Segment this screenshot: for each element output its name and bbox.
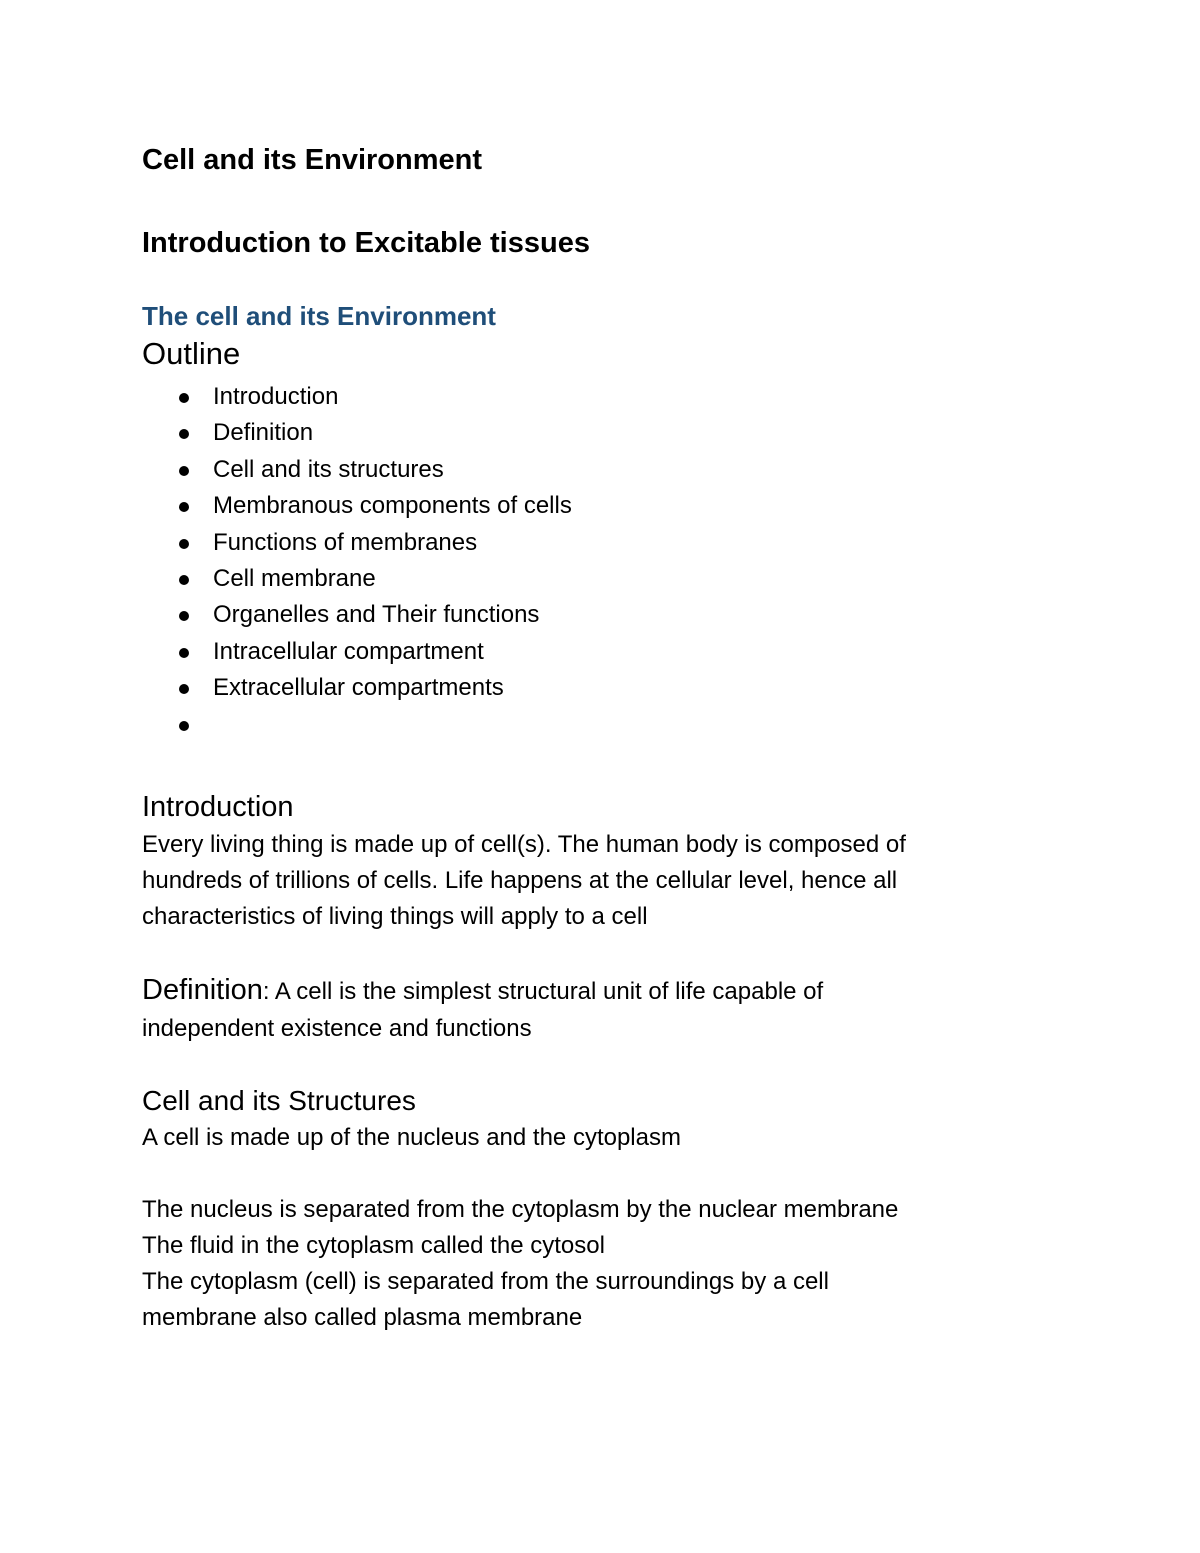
definition-paragraph bbox=[142, 971, 1042, 1011]
list-item bbox=[142, 379, 1042, 415]
list-item-text: Definition bbox=[213, 419, 314, 447]
nucleus-line: membrane also called plasma membrane bbox=[142, 1303, 583, 1331]
bullet-icon bbox=[179, 429, 189, 439]
list-item-text: Cell and its structures bbox=[213, 455, 444, 483]
list-item bbox=[142, 488, 1042, 524]
list-item bbox=[142, 634, 1042, 670]
nucleus-line: The cytoplasm (cell) is separated from the surroundings by a cell bbox=[142, 1267, 829, 1295]
bullet-icon bbox=[179, 611, 189, 621]
bullet-icon bbox=[179, 502, 189, 512]
list-item bbox=[142, 670, 1042, 706]
list-item-text: Membranous components of cells bbox=[213, 492, 572, 520]
definition-text: : A cell is the simplest structural unit of life capable of bbox=[262, 977, 824, 1005]
nucleus-line: The nucleus is separated from the cytoplasm by the nuclear membrane bbox=[142, 1195, 899, 1223]
list-item-text: Introduction bbox=[213, 383, 339, 410]
list-item-text: Functions of membranes bbox=[213, 528, 478, 556]
outline-heading: Outline bbox=[142, 336, 241, 371]
cell-structures-text: A cell is made up of the nucleus and the cytoplasm bbox=[142, 1123, 681, 1151]
list-item bbox=[142, 452, 1042, 488]
nucleus-line: The fluid in the cytoplasm called the cytosol bbox=[142, 1231, 605, 1259]
document-subtitle: Introduction to Excitable tissues bbox=[142, 227, 590, 259]
list-item-text: Intracellular compartment bbox=[213, 637, 484, 665]
introduction-line: characteristics of living things will apply to a cell bbox=[142, 902, 648, 930]
bullet-icon bbox=[179, 684, 189, 694]
list-item bbox=[142, 597, 1042, 633]
definition-label: Definition bbox=[142, 973, 263, 1006]
list-item-text: Organelles and Their functions bbox=[213, 601, 540, 629]
bullet-icon bbox=[179, 539, 189, 549]
outline-list bbox=[142, 379, 1042, 743]
introduction-heading: Introduction bbox=[142, 790, 294, 823]
cell-structures-heading: Cell and its Structures bbox=[142, 1084, 416, 1116]
list-item-text: Cell membrane bbox=[213, 564, 376, 592]
section-heading: The cell and its Environment bbox=[142, 301, 496, 331]
definition-text-continued: independent existence and functions bbox=[142, 1014, 532, 1042]
bullet-icon bbox=[179, 721, 189, 731]
list-item-text: Extracellular compartments bbox=[213, 674, 504, 702]
bullet-icon bbox=[179, 575, 189, 585]
list-item bbox=[142, 561, 1042, 597]
document-body bbox=[142, 138, 1042, 1336]
introduction-line: hundreds of trillions of cells. Life happens at the cellular level, hence all bbox=[142, 866, 898, 894]
bullet-icon bbox=[179, 393, 189, 403]
list-item bbox=[142, 525, 1042, 561]
document-title: Cell and its Environment bbox=[142, 144, 482, 176]
bullet-icon bbox=[179, 648, 189, 658]
introduction-line: Every living thing is made up of cell(s). The human body is composed of bbox=[142, 830, 906, 858]
list-item bbox=[142, 707, 1042, 743]
bullet-icon bbox=[179, 466, 189, 476]
paragraph-gap bbox=[142, 1156, 1042, 1192]
list-item bbox=[142, 415, 1042, 451]
